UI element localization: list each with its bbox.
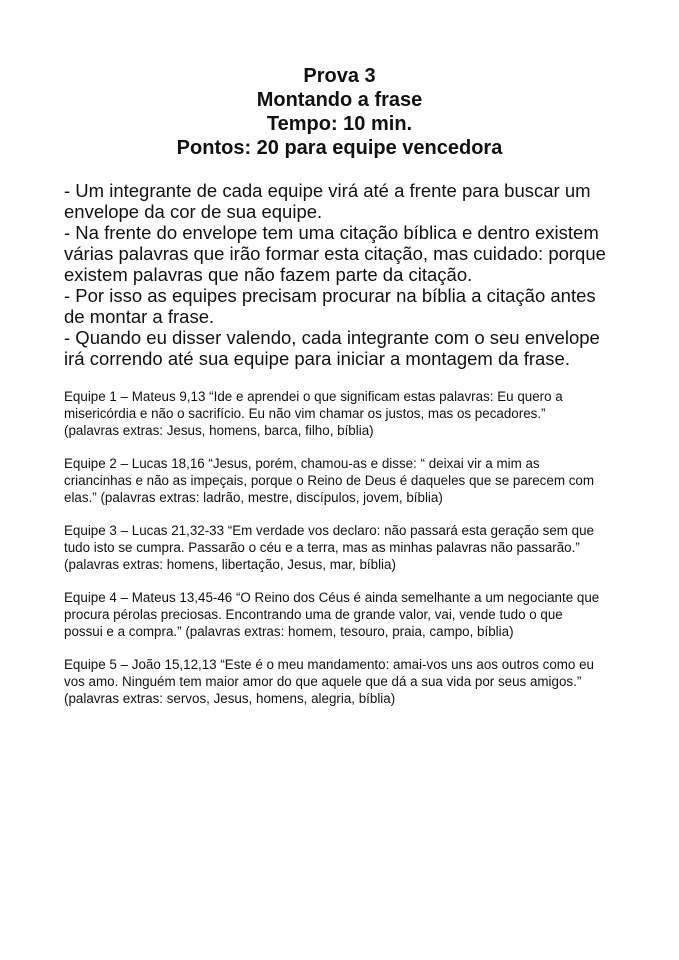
team-line: Equipe 4 – Mateus 13,45-46 “O Reino dos Céus é ainda semelhante a um negociante que [64, 590, 600, 605]
teams-list [64, 388, 624, 723]
title-line-1: Prova 3 [303, 65, 376, 87]
team-line: Equipe 5 – João 15,12,13 “Este é o meu mandamento: amai-vos uns aos outros como eu [64, 657, 594, 672]
team-line: procura pérolas preciosas. Encontrando uma de grande valor, vai, vende tudo o que [64, 607, 563, 622]
team-entry-3 [64, 522, 624, 573]
instruction-item [64, 222, 624, 285]
team-line: elas.” (palavras extras: ladrão, mestre, discípulos, jovem, bíblia) [64, 490, 443, 505]
team-line: misericórdia e não o sacrifício. Eu não vim chamar os justos, mas os pecadores.” [64, 406, 546, 421]
instruction-line: - Por isso as equipes precisam procurar na bíblia a citação antes [64, 285, 596, 306]
title-line-4: Pontos: 20 para equipe vencedora [176, 137, 503, 159]
instruction-line: existem palavras que não fazem parte da citação. [64, 264, 473, 285]
team-entry-2 [64, 455, 624, 506]
team-line: vos amo. Ninguém tem maior amor do que aquele que dá a sua vida por seus amigos.” [64, 674, 582, 689]
instruction-line: - Na frente do envelope tem uma citação bíblica e dentro existem [64, 222, 599, 243]
title-line-2: Montando a frase [256, 89, 423, 111]
team-line: Equipe 1 – Mateus 9,13 “Ide e aprendei o que significam estas palavras: Eu quero a [64, 389, 563, 404]
team-entry-4 [64, 589, 624, 640]
instruction-line: irá correndo até sua equipe para iniciar a montagem da frase. [64, 348, 570, 369]
instruction-line: várias palavras que irão formar esta citação, mas cuidado: porque [64, 243, 606, 264]
instruction-item [64, 180, 624, 222]
team-entry-1 [64, 388, 624, 439]
instruction-line: - Quando eu disser valendo, cada integrante com o seu envelope [64, 327, 600, 348]
team-line: (palavras extras: servos, Jesus, homens, alegria, bíblia) [64, 691, 396, 706]
team-entry-5 [64, 656, 624, 707]
title-line-3: Tempo: 10 min. [266, 113, 413, 135]
instruction-line: de montar a frase. [64, 306, 215, 327]
title-block [0, 64, 679, 160]
instruction-item [64, 285, 624, 327]
team-line: tudo isto se cumpra. Passarão o céu e a terra, mas as minhas palavras não passarão.” [64, 540, 580, 555]
team-line: (palavras extras: homens, libertação, Jesus, mar, bíblia) [64, 557, 396, 572]
team-line: possui e a compra.” (palavras extras: homem, tesouro, praia, campo, bíblia) [64, 624, 514, 639]
instruction-line: - Um integrante de cada equipe virá até a frente para buscar um [64, 180, 591, 201]
team-line: Equipe 3 – Lucas 21,32-33 “Em verdade vos declaro: não passará esta geração sem que [64, 523, 595, 538]
instructions-list [64, 180, 624, 369]
instruction-line: envelope da cor de sua equipe. [64, 201, 323, 222]
team-line: (palavras extras: Jesus, homens, barca, filho, bíblia) [64, 423, 374, 438]
team-line: Equipe 2 – Lucas 18,16 “Jesus, porém, chamou-as e disse: “ deixai vir a mim as [64, 456, 540, 471]
instruction-item [64, 327, 624, 369]
team-line: criancinhas e não as impeçais, porque o Reino de Deus é daqueles que se parecem com [64, 473, 594, 488]
